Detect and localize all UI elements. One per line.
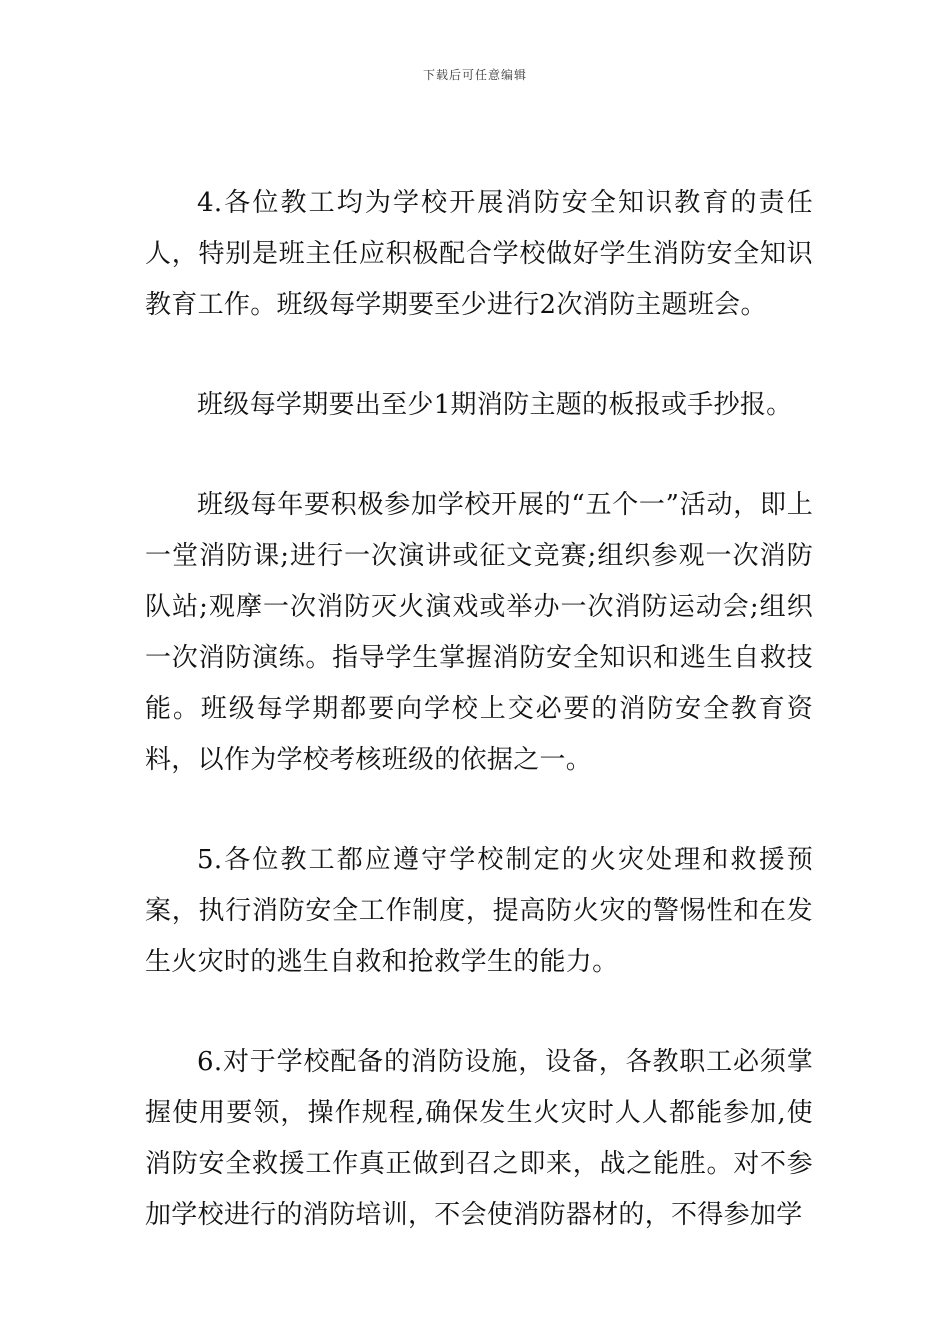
paragraph-item-4: 4.各位教工均为学校开展消防安全知识教育的责任人，特别是班主任应积极配合学校做好学生消防安全知识教育工作。班级每学期要至少进行2次消防主题班会。	[145, 188, 813, 320]
paragraph-five-activities: 班级每年要积极参加学校开展的“五个一”活动，即上一堂消防课;进行一次演讲或征文竞赛;组织参观一次消防队站;观摩一次消防灭火演戏或举办一次消防运动会;组织一次消防演练。指导学生掌握消防安全知识和逃生自救技能。班级每学期都要向学校上交必要的消防安全教育资料，以作为学校考核班级的依据之一。	[145, 490, 813, 775]
paragraph-item-5: 5.各位教工都应遵守学校制定的火灾处理和救援预案，执行消防安全工作制度，提高防火灾的警惕性和在发生火灾时的逃生自救和抢救学生的能力。	[145, 845, 813, 977]
paragraph-item-6: 6.对于学校配备的消防设施，设备，各教职工必须掌握使用要领，操作规程,确保发生火灾时人人都能参加,使消防安全救援工作真正做到召之即来，战之能胜。对不参加学校进行的消防培训，不会使消防器材的，不得参加学	[145, 1047, 813, 1230]
paragraph-blackboard: 班级每学期要出至少1期消防主题的板报或手抄报。	[197, 390, 793, 420]
page-header-note: 下载后可任意编辑	[422, 68, 527, 82]
document-body	[145, 178, 813, 1241]
